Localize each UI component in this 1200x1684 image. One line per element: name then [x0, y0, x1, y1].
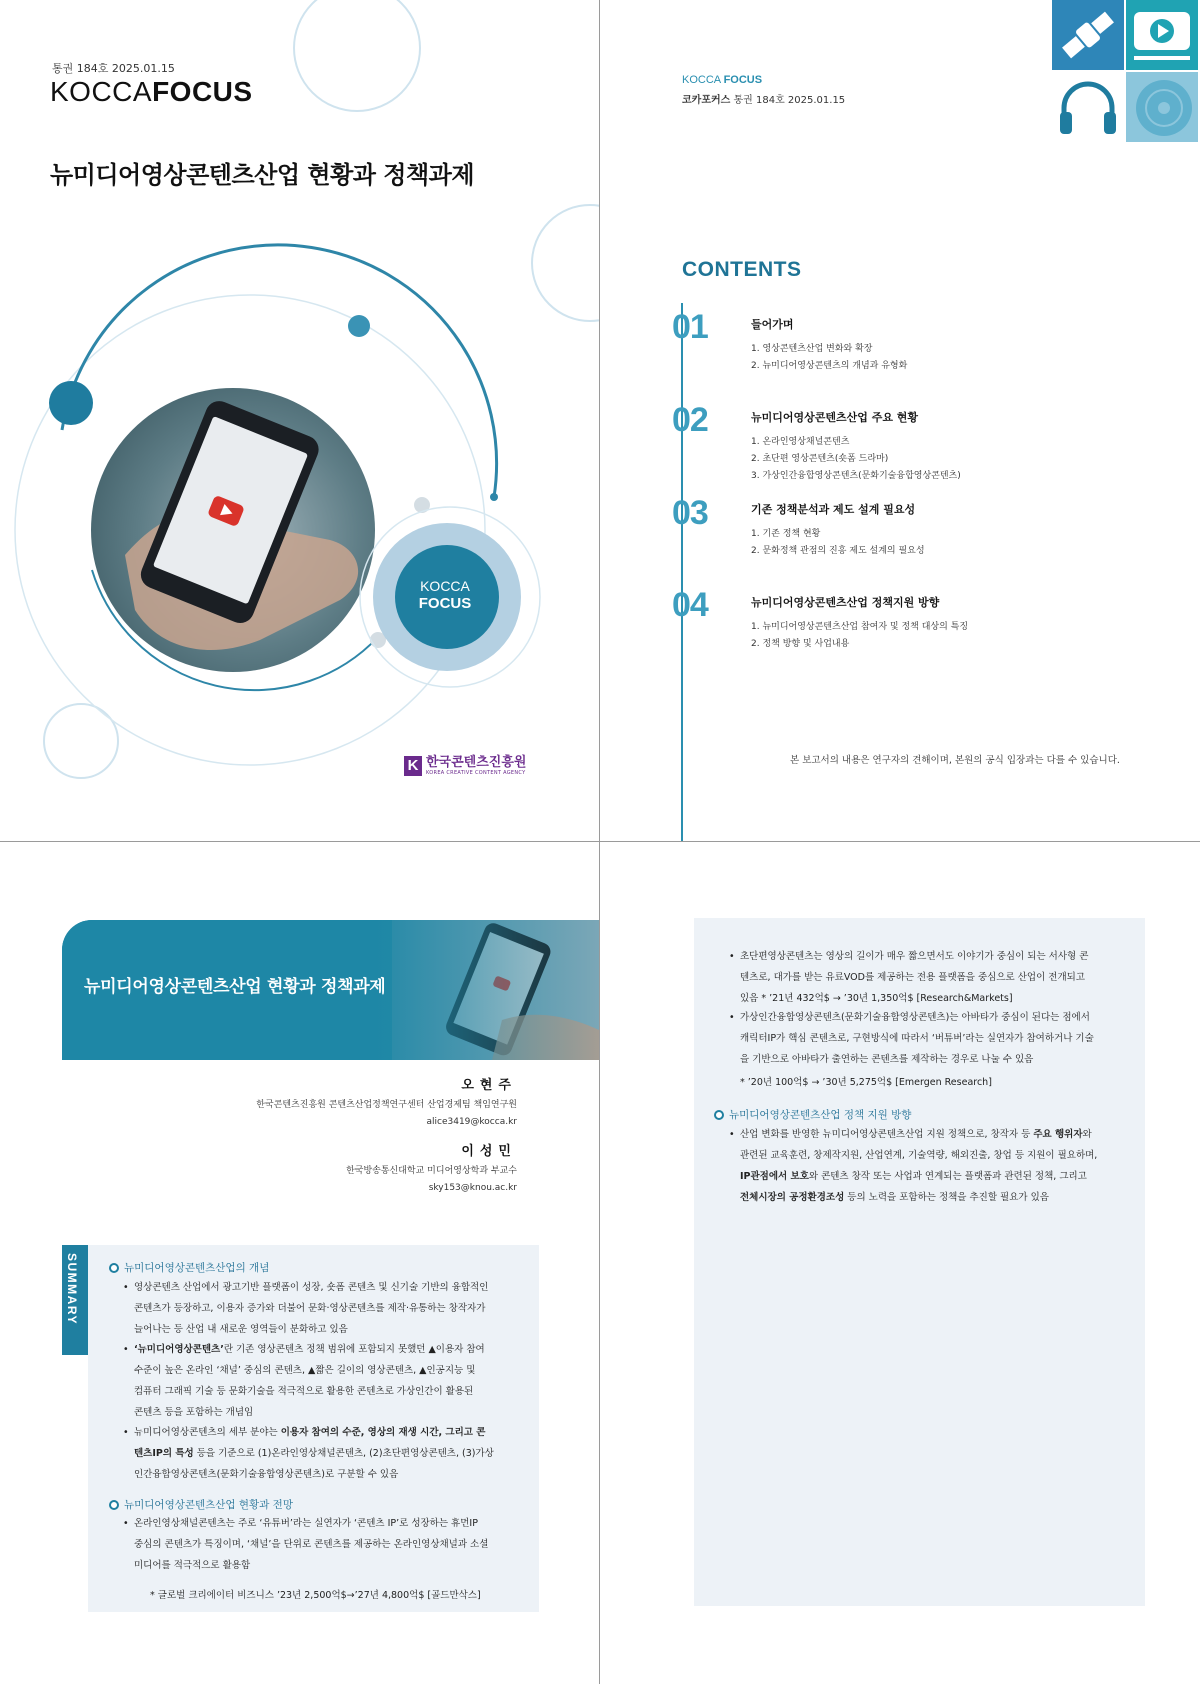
toc-items — [751, 434, 961, 485]
disclaimer: 본 보고서의 내용은 연구자의 견해이며, 본원의 공식 입장과는 다를 수 있습니다. — [790, 755, 1120, 766]
agency-logo — [404, 756, 526, 776]
headphones-icon — [1052, 72, 1124, 142]
toc-heading[interactable]: 들어가며 — [751, 318, 794, 331]
author-affiliation: 한국방송통신대학교 미디어영상학과 부교수 — [346, 1166, 517, 1176]
cover-title: 뉴미디어영상콘텐츠산업 현황과 정책과제 — [50, 161, 475, 189]
deco-dot — [348, 315, 370, 337]
agency-name-en: KOREA CREATIVE CONTENT AGENCY — [426, 770, 526, 776]
toc-item[interactable]: 2. 문화정책 관점의 진흥 제도 설계의 필요성 — [751, 546, 925, 556]
toc-heading[interactable]: 기존 정책분석과 제도 설계 필요성 — [751, 503, 916, 516]
ring-bullet-icon — [714, 1110, 724, 1120]
toc-rule — [681, 303, 683, 841]
title-banner — [62, 920, 599, 1060]
toc-number: 01 — [672, 308, 708, 346]
toc-number: 03 — [672, 494, 708, 532]
toc-heading[interactable]: 뉴미디어영상콘텐츠산업 정책지원 방향 — [751, 596, 940, 609]
author-block — [256, 1074, 517, 1131]
contents-title: CONTENTS — [682, 258, 802, 281]
toc-item[interactable]: 1. 온라인영상채널콘텐츠 — [751, 437, 850, 447]
deco-ring — [294, 0, 420, 111]
author-name: 이성민 — [461, 1144, 517, 1159]
toc-item[interactable]: 1. 영상콘텐츠산업 변화와 확장 — [751, 344, 873, 354]
toc-item[interactable]: 2. 뉴미디어영상콘텐츠의 개념과 유형화 — [751, 361, 908, 371]
summary-paragraph: • 온라인영상채널콘텐츠는 주로 ‘유튜버’라는 실연자가 ‘콘텐츠 IP’로 성장하는 휴먼IP 중심의 콘텐츠가 특징이며, ‘채널’을 단위로 콘텐츠를 제공하는 온라인영상채널과 소셜 미디어를 적극적으로 활용함 — [123, 1518, 489, 1571]
toc-heading[interactable]: 뉴미디어영상콘텐츠산업 주요 현황 — [751, 411, 919, 424]
toc-item[interactable]: 1. 기존 정책 현황 — [751, 529, 821, 539]
author-email[interactable]: sky153@knou.ac.kr — [428, 1183, 517, 1193]
agency-name: 한국콘텐츠진흥원 — [426, 755, 527, 770]
phone-photo — [80, 380, 390, 690]
article-page-2 — [600, 842, 1199, 1683]
summary-paragraph: • 영상콘텐츠 산업에서 광고기반 플랫폼이 성장, 숏폼 콘텐츠 및 신기술 기반의 융합적인 콘텐츠가 등장하고, 이용자 증가와 더불어 문화·영상콘텐츠를 제작·유통하는 창작자가 늘어나는 등 산업 내 새로운 영역들이 분화하고 있음 — [123, 1282, 489, 1335]
ring-bullet-icon — [109, 1263, 119, 1273]
summary-paragraph: • 뉴미디어영상콘텐츠의 세부 분야는 이용자 참여의 수준, 영상의 재생 시간, 그리고 콘 텐츠IP의 특성 등을 기준으로 (1)온라인영상채널콘텐츠, (2)초단편영상콘텐츠, (3)가상 인간융합영상콘텐츠(문화기술융합영상콘텐츠)로 구분할 수 있음 — [123, 1427, 494, 1480]
author-affiliation: 한국콘텐츠진흥원 콘텐츠산업정책연구센터 산업경제팀 책임연구원 — [256, 1100, 517, 1110]
toc-items — [751, 619, 968, 653]
section-heading: 뉴미디어영상콘텐츠산업의 개념 — [109, 1260, 269, 1275]
deco-ring — [44, 704, 118, 778]
toc-items — [751, 341, 907, 375]
cover-decoration — [0, 0, 599, 841]
article-title: 뉴미디어영상콘텐츠산업 현황과 정책과제 — [84, 977, 386, 997]
deco-dot — [49, 381, 93, 425]
ring-bullet-icon — [109, 1500, 119, 1510]
deco-ring — [532, 205, 599, 321]
toc-number: 02 — [672, 401, 708, 439]
statistic-note: * 글로벌 크리에이터 비즈니스 ’23년 2,500억$→’27년 4,800억$ [골드만삭스] — [150, 1590, 481, 1601]
summary-paragraph: • 산업 변화를 반영한 뉴미디어영상콘텐츠산업 지원 정책으로, 창작자 등 주요 행위자와 관련된 교육훈련, 창제작지원, 산업연계, 기술역량, 해외진출, 창업 등 지원이 필요하며, IP관점에서 보호와 콘텐츠 창작 또는 사업과 연계되는 플랫폼과 관련된 정책, 그리고 전체시장의 공정환경조성 등의 노력을 포함하는 정책을 추진할 필요가 있음 — [729, 1129, 1098, 1203]
header-brand: KOCCA FOCUS — [682, 74, 763, 86]
category-icons — [1052, 0, 1199, 143]
cover-page — [0, 0, 599, 841]
kocca-focus-logo: KOCCAFOCUS — [50, 76, 253, 107]
toc-items — [751, 526, 925, 560]
author-name: 오현주 — [461, 1078, 517, 1093]
toc-item[interactable]: 3. 가상인간융합영상콘텐츠(문화기술융합영상콘텐츠) — [751, 471, 961, 481]
summary-tab: SUMMARY — [62, 1245, 88, 1355]
summary-paragraph: • 가상인간융합영상콘텐츠(문화기술융합영상콘텐츠)는 아바타가 중심이 된다는 점에서 캐릭터IP가 핵심 콘텐츠로, 구현방식에 따라서 ‘버튜버’라는 실연자가 참여하거나 기술 을 기반으로 아바타가 출연하는 콘텐츠를 제작하는 경우로 나눌 수 있음 — [729, 1012, 1094, 1065]
section-heading: 뉴미디어영상콘텐츠산업 현황과 전망 — [109, 1497, 293, 1512]
summary-paragraph: • ‘뉴미디어영상콘텐츠’란 기존 영상콘텐츠 정책 범위에 포함되지 못했던 ▲이용자 참여 수준이 높은 온라인 ‘채널’ 중심의 콘텐츠, ▲짧은 길이의 영상콘텐츠, ▲인공지능 및 컴퓨터 그래픽 기술 등 문화기술을 적극적으로 활용한 콘텐츠로 가상인간이 활용된 콘텐츠 등을 포함하는 개념임 — [123, 1344, 485, 1418]
video-play-icon — [1126, 0, 1198, 70]
agency-mark: K — [404, 756, 422, 776]
badge-label: KOCCA FOCUS — [418, 578, 472, 612]
statistic-note: * ’20년 100억$ → ’30년 5,275억$ [Emergen Research] — [740, 1077, 992, 1088]
author-email[interactable]: alice3419@kocca.kr — [426, 1117, 517, 1127]
disc-icon — [1126, 72, 1198, 142]
article-page-1 — [0, 842, 599, 1683]
author-block — [346, 1140, 517, 1197]
summary-paragraph: • 초단편영상콘텐츠는 영상의 길이가 매우 짧으면서도 이야기가 중심이 되는 서사형 콘 텐츠로, 대가를 받는 유료VOD를 제공하는 전용 플랫폼을 중심으로 산업이 전개되고 있음 * ’21년 432억$ → ’30년 1,350억$ [Research&Markets] — [729, 951, 1089, 1004]
header-issue: 코카포커스 통권 184호 2025.01.15 — [682, 95, 846, 106]
toc-number: 04 — [672, 586, 708, 624]
toc-item[interactable]: 2. 정책 방향 및 사업내용 — [751, 639, 850, 649]
toc-item[interactable]: 2. 초단편 영상콘텐츠(숏폼 드라마) — [751, 454, 889, 464]
satellite-icon — [1052, 0, 1124, 70]
section-heading: 뉴미디어영상콘텐츠산업 정책 지원 방향 — [714, 1107, 911, 1122]
issue-info: 통권 184호 2025.01.15 — [52, 62, 175, 75]
contents-page — [600, 0, 1199, 841]
toc-item[interactable]: 1. 뉴미디어영상콘텐츠산업 참여자 및 정책 대상의 특징 — [751, 622, 969, 632]
